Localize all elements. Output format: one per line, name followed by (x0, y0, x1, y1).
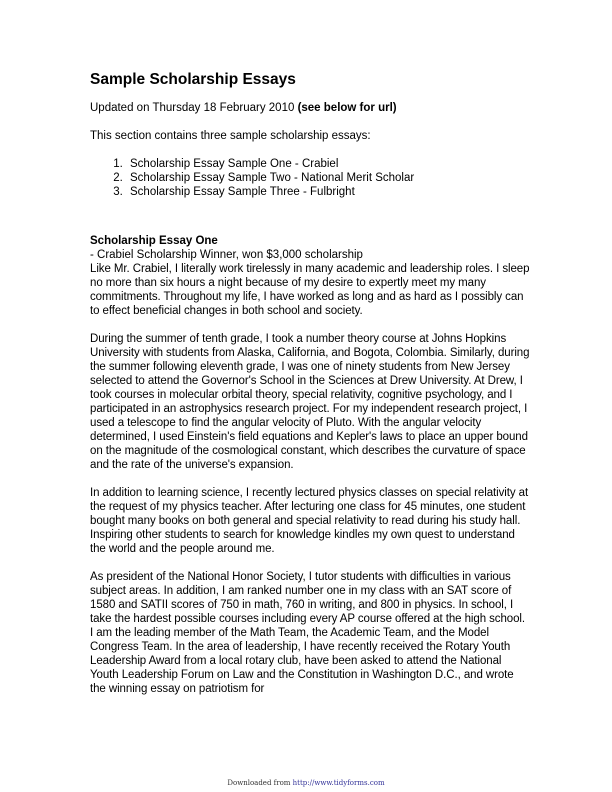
essay-list (90, 157, 530, 199)
essay-one-subheading: - Crabiel Scholarship Winner, won $3,000 scholarship (90, 249, 363, 261)
essay-one-paragraph-1: Like Mr. Crabiel, I literally work tirelessly in many academic and leadership roles. I sleep no more than six hours a night because of my desire to expertly meet my many commitments. Throughout my life, I have worked as long and as hard as I possibly can to effect beneficial changes in both school and society. (90, 263, 530, 317)
essay-list-item-1: 1. Scholarship Essay Sample One - Crabiel (126, 157, 530, 171)
updated-line (90, 101, 530, 115)
essay-list-item-3: 3. Scholarship Essay Sample Three - Fulbright (126, 185, 530, 199)
essay-one-paragraph-4: As president of the National Honor Society, I tutor students with difficulties in various subject areas. In addition, I am ranked number one in my class with an SAT score of 1580 and SATII scores of 750 in math, 760 in writing, and 800 in physics. In school, I take the hardest possible courses including every AP course offered at the high school. I am the leading member of the Math Team, the Academic Team, and the Model Congress Team. In the area of leadership, I have recently received the Rotary Youth Leadership Award from a local rotary club, have been asked to attend the National Youth Leadership Forum on Law and the Constitution in Washington D.C., and wrote the winning essay on patriotism for (90, 571, 525, 695)
essay-one-heading: Scholarship Essay One (90, 235, 218, 247)
footer-url-link[interactable]: http://www.tidyforms.com (292, 779, 385, 787)
essay-one-paragraph-2: During the summer of tenth grade, I took a number theory course at Johns Hopkins University with students from Alaska, California, and Bogota, Colombia. Similarly, during the summer following eleventh grade, I was one of ninety students from New Jersey selected to attend the Governor's School in the Sciences at Drew University. At Drew, I took courses in molecular orbital theory, special relativity, cognitive psychology, and I participated in an astrophysics research project. For my independent research project, I used a telescope to find the angular velocity of Pluto. With the angular velocity determined, I used Einstein's field equations and Kepler's laws to place an upper bound on the magnitude of the cosmological constant, which describes the curvature of space and the rate of the universe's expansion. (90, 333, 530, 471)
essay-one-paragraph-3: In addition to learning science, I recently lectured physics classes on special relativity at the request of my physics teacher. After lecturing one class for 45 minutes, one student bought many books on both general and special relativity to read during his study hall. Inspiring other students to search for knowledge kindles my own quest to understand the world and the people around me. (90, 487, 529, 555)
footer-label: Downloaded from (227, 779, 293, 787)
updated-date: Updated on Thursday 18 February 2010 (90, 102, 298, 114)
document-page (90, 70, 530, 696)
essay-list-item-2: 2. Scholarship Essay Sample Two - National Merit Scholar (126, 171, 530, 185)
updated-note: (see below for url) (297, 102, 397, 114)
intro-text: This section contains three sample scholarship essays: (90, 130, 371, 142)
download-footer (0, 779, 612, 788)
page-title: Sample Scholarship Essays (90, 71, 296, 88)
